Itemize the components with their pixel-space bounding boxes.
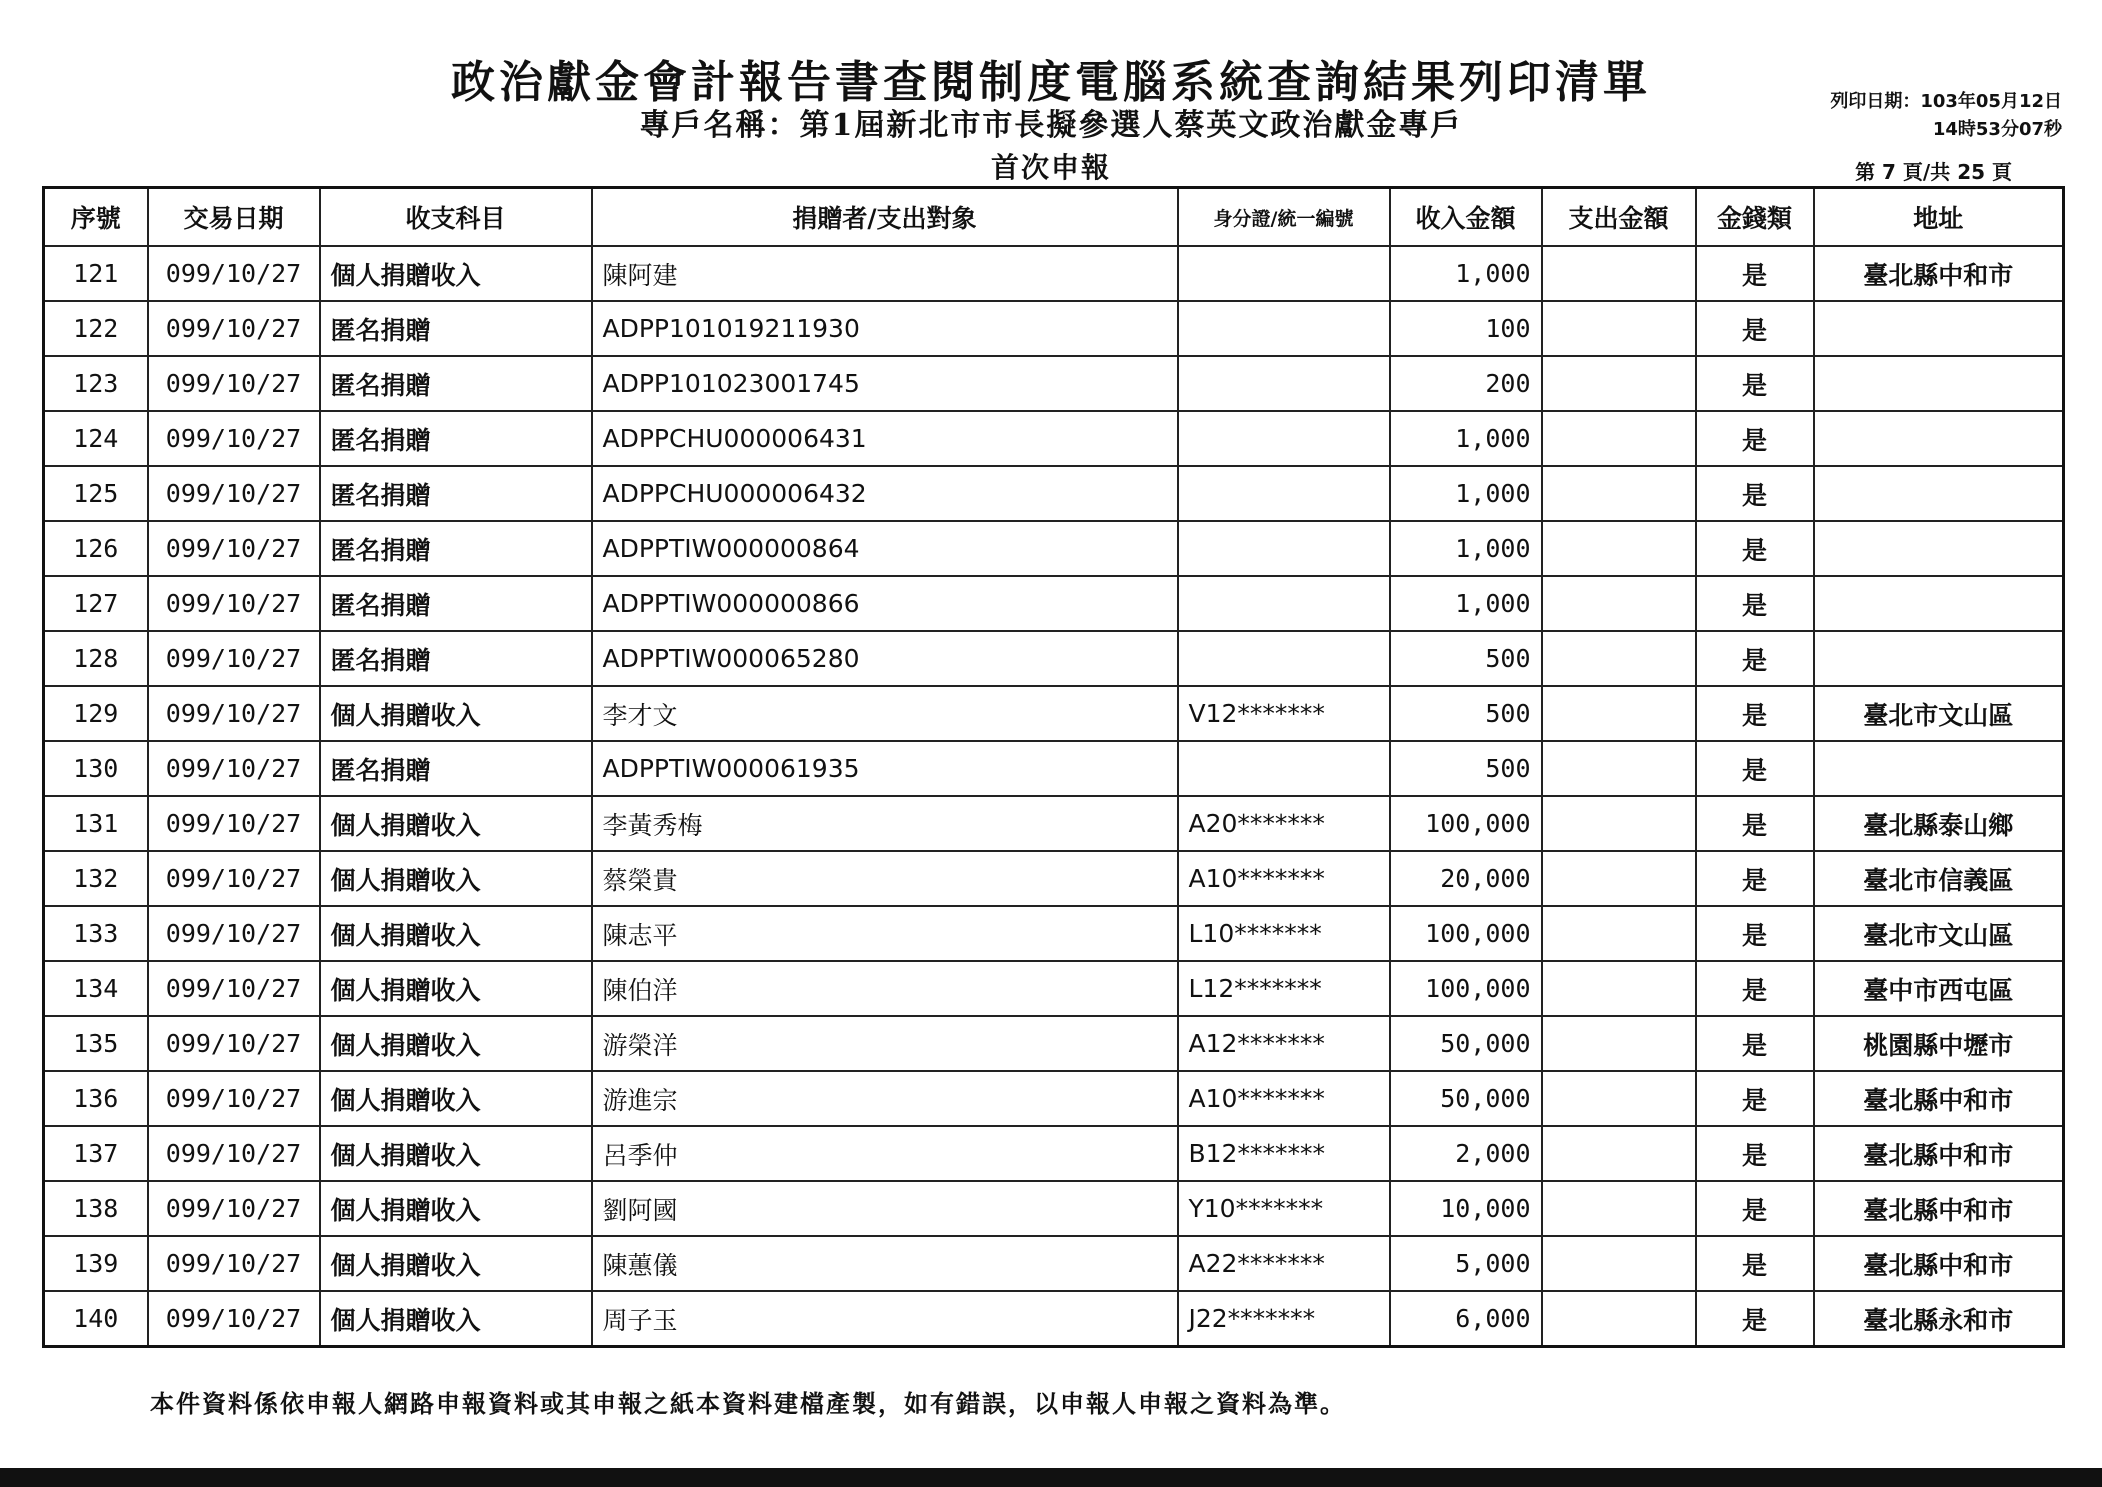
cell-address: 臺北縣中和市 [1814,1181,2064,1236]
cell-income: 100,000 [1390,906,1542,961]
cell-date: 099/10/27 [148,741,320,796]
cell-income: 5,000 [1390,1236,1542,1291]
cell-date: 099/10/27 [148,246,320,301]
cell-date: 099/10/27 [148,1236,320,1291]
cell-address: 臺北市文山區 [1814,686,2064,741]
cell-seq: 134 [44,961,148,1016]
col-header-category: 收支科目 [320,188,592,247]
cell-income: 20,000 [1390,851,1542,906]
cell-id: L10******* [1178,906,1390,961]
cell-seq: 140 [44,1291,148,1347]
print-date-block [1830,88,2062,144]
cell-donor: 游進宗 [592,1071,1178,1126]
col-header-donor: 捐贈者/支出對象 [592,188,1178,247]
cell-address: 臺北縣永和市 [1814,1291,2064,1347]
table-row [44,466,2064,521]
cell-address [1814,356,2064,411]
cell-seq: 123 [44,356,148,411]
report-type: 首次申報 [990,151,1111,184]
cell-cash: 是 [1696,246,1814,301]
cell-cash: 是 [1696,1291,1814,1347]
cell-expense [1542,631,1696,686]
table-row [44,521,2064,576]
table-row [44,301,2064,356]
page-info: 第 7 頁/共 25 頁 [1855,160,2012,184]
cell-id: V12******* [1178,686,1390,741]
cell-address: 臺北市信義區 [1814,851,2064,906]
cell-category: 個人捐贈收入 [320,1291,592,1347]
cell-date: 099/10/27 [148,576,320,631]
cell-id: A10******* [1178,851,1390,906]
cell-cash: 是 [1696,631,1814,686]
cell-seq: 130 [44,741,148,796]
cell-id: Y10******* [1178,1181,1390,1236]
cell-address: 臺北縣中和市 [1814,1236,2064,1291]
cell-address: 臺北市文山區 [1814,906,2064,961]
cell-date: 099/10/27 [148,686,320,741]
cell-address [1814,521,2064,576]
report-title: 政治獻金會計報告書查閱制度電腦系統查詢結果列印清單 [451,57,1651,108]
cell-date: 099/10/27 [148,851,320,906]
cell-category: 匿名捐贈 [320,631,592,686]
cell-donor: ADPPTIW000000864 [592,521,1178,576]
cell-cash: 是 [1696,961,1814,1016]
cell-expense [1542,1016,1696,1071]
table-row [44,1181,2064,1236]
cell-address [1814,411,2064,466]
cell-category: 匿名捐贈 [320,411,592,466]
cell-seq: 122 [44,301,148,356]
cell-id [1178,411,1390,466]
cell-cash: 是 [1696,851,1814,906]
cell-seq: 138 [44,1181,148,1236]
cell-category: 個人捐贈收入 [320,1181,592,1236]
cell-category: 個人捐贈收入 [320,1236,592,1291]
cell-date: 099/10/27 [148,521,320,576]
cell-income: 100,000 [1390,796,1542,851]
cell-category: 個人捐贈收入 [320,851,592,906]
cell-seq: 126 [44,521,148,576]
cell-address [1814,466,2064,521]
cell-category: 匿名捐贈 [320,576,592,631]
cell-cash: 是 [1696,1016,1814,1071]
cell-seq: 125 [44,466,148,521]
print-time: 14時53分07秒 [1932,119,2062,140]
cell-cash: 是 [1696,356,1814,411]
cell-donor: ADPPTIW000065280 [592,631,1178,686]
cell-address: 桃園縣中壢市 [1814,1016,2064,1071]
cell-income: 6,000 [1390,1291,1542,1347]
cell-id: A12******* [1178,1016,1390,1071]
cell-date: 099/10/27 [148,356,320,411]
cell-expense [1542,686,1696,741]
cell-address: 臺北縣中和市 [1814,1126,2064,1181]
cell-expense [1542,246,1696,301]
cell-address [1814,301,2064,356]
cell-donor: 李黃秀梅 [592,796,1178,851]
cell-id [1178,356,1390,411]
cell-income: 2,000 [1390,1126,1542,1181]
cell-cash: 是 [1696,1181,1814,1236]
cell-category: 個人捐贈收入 [320,686,592,741]
cell-date: 099/10/27 [148,796,320,851]
cell-expense [1542,851,1696,906]
cell-seq: 131 [44,796,148,851]
cell-cash: 是 [1696,576,1814,631]
donation-table [42,186,2065,1348]
cell-id [1178,301,1390,356]
cell-id: L12******* [1178,961,1390,1016]
cell-date: 099/10/27 [148,1181,320,1236]
cell-expense [1542,1071,1696,1126]
table-row [44,961,2064,1016]
cell-donor: 陳蕙儀 [592,1236,1178,1291]
cell-income: 500 [1390,631,1542,686]
cell-expense [1542,411,1696,466]
cell-cash: 是 [1696,521,1814,576]
cell-date: 099/10/27 [148,961,320,1016]
cell-id: B12******* [1178,1126,1390,1181]
cell-seq: 137 [44,1126,148,1181]
cell-id: J22******* [1178,1291,1390,1347]
col-header-address: 地址 [1814,188,2064,247]
cell-date: 099/10/27 [148,1071,320,1126]
table-header-row [44,188,2064,247]
cell-seq: 127 [44,576,148,631]
cell-income: 100 [1390,301,1542,356]
cell-income: 10,000 [1390,1181,1542,1236]
footnote: 本件資料係依申報人網路申報資料或其申報之紙本資料建檔產製，如有錯誤，以申報人申報之資料為準。 [150,1389,1346,1418]
cell-income: 200 [1390,356,1542,411]
cell-donor: ADPP101019211930 [592,301,1178,356]
cell-expense [1542,301,1696,356]
cell-date: 099/10/27 [148,466,320,521]
cell-income: 1,000 [1390,576,1542,631]
cell-id [1178,576,1390,631]
cell-cash: 是 [1696,466,1814,521]
cell-id: A20******* [1178,796,1390,851]
cell-category: 個人捐贈收入 [320,906,592,961]
cell-date: 099/10/27 [148,1126,320,1181]
cell-expense [1542,1291,1696,1347]
cell-date: 099/10/27 [148,631,320,686]
bottom-scan-edge [0,1468,2102,1487]
cell-cash: 是 [1696,796,1814,851]
cell-expense [1542,466,1696,521]
cell-seq: 129 [44,686,148,741]
cell-donor: 游榮洋 [592,1016,1178,1071]
cell-expense [1542,356,1696,411]
cell-income: 100,000 [1390,961,1542,1016]
table-body [44,246,2064,1347]
cell-id [1178,741,1390,796]
cell-id: A22******* [1178,1236,1390,1291]
cell-id [1178,466,1390,521]
cell-cash: 是 [1696,1071,1814,1126]
cell-date: 099/10/27 [148,1291,320,1347]
col-header-seq: 序號 [44,188,148,247]
cell-seq: 124 [44,411,148,466]
print-date: 列印日期：103年05月12日 [1830,91,2062,112]
table-row [44,1291,2064,1347]
cell-expense [1542,741,1696,796]
cell-cash: 是 [1696,301,1814,356]
cell-expense [1542,576,1696,631]
table-row [44,246,2064,301]
table-row [44,1126,2064,1181]
cell-cash: 是 [1696,906,1814,961]
cell-cash: 是 [1696,686,1814,741]
col-header-id: 身分證/統一編號 [1178,188,1390,247]
cell-seq: 121 [44,246,148,301]
cell-donor: 周子玉 [592,1291,1178,1347]
table-row [44,1071,2064,1126]
cell-expense [1542,796,1696,851]
cell-seq: 135 [44,1016,148,1071]
cell-income: 500 [1390,741,1542,796]
cell-seq: 136 [44,1071,148,1126]
cell-seq: 139 [44,1236,148,1291]
cell-address: 臺中市西屯區 [1814,961,2064,1016]
cell-category: 匿名捐贈 [320,356,592,411]
cell-donor: ADPPTIW000000866 [592,576,1178,631]
cell-donor: 陳伯洋 [592,961,1178,1016]
cell-date: 099/10/27 [148,906,320,961]
cell-cash: 是 [1696,1236,1814,1291]
cell-seq: 128 [44,631,148,686]
cell-seq: 133 [44,906,148,961]
cell-category: 匿名捐贈 [320,466,592,521]
cell-address: 臺北縣中和市 [1814,246,2064,301]
table-row [44,796,2064,851]
cell-address: 臺北縣泰山鄉 [1814,796,2064,851]
cell-seq: 132 [44,851,148,906]
cell-expense [1542,1126,1696,1181]
cell-donor: 李才文 [592,686,1178,741]
table-row [44,686,2064,741]
cell-category: 個人捐贈收入 [320,1071,592,1126]
cell-id [1178,521,1390,576]
cell-category: 個人捐贈收入 [320,1126,592,1181]
table-row [44,1236,2064,1291]
cell-category: 個人捐贈收入 [320,796,592,851]
table-row [44,851,2064,906]
cell-date: 099/10/27 [148,411,320,466]
table-row [44,741,2064,796]
cell-category: 個人捐贈收入 [320,1016,592,1071]
cell-id [1178,631,1390,686]
cell-address [1814,631,2064,686]
cell-donor: ADPPCHU000006431 [592,411,1178,466]
cell-cash: 是 [1696,1126,1814,1181]
cell-donor: 陳阿建 [592,246,1178,301]
cell-donor: ADPPTIW000061935 [592,741,1178,796]
cell-donor: ADPPCHU000006432 [592,466,1178,521]
cell-expense [1542,521,1696,576]
cell-category: 匿名捐贈 [320,741,592,796]
cell-address: 臺北縣中和市 [1814,1071,2064,1126]
cell-date: 099/10/27 [148,1016,320,1071]
cell-id: A10******* [1178,1071,1390,1126]
cell-address [1814,741,2064,796]
table-row [44,411,2064,466]
cell-donor: 蔡榮貴 [592,851,1178,906]
cell-income: 50,000 [1390,1016,1542,1071]
col-header-cash: 金錢類 [1696,188,1814,247]
cell-income: 1,000 [1390,521,1542,576]
account-name: 專戶名稱：第1屆新北市市長擬參選人蔡英文政治獻金專戶 [639,108,1463,143]
col-header-expense: 支出金額 [1542,188,1696,247]
cell-cash: 是 [1696,741,1814,796]
cell-category: 個人捐贈收入 [320,246,592,301]
cell-address [1814,576,2064,631]
cell-donor: 呂季仲 [592,1126,1178,1181]
cell-income: 1,000 [1390,466,1542,521]
cell-expense [1542,906,1696,961]
cell-date: 099/10/27 [148,301,320,356]
col-header-date: 交易日期 [148,188,320,247]
cell-donor: 劉阿國 [592,1181,1178,1236]
cell-income: 50,000 [1390,1071,1542,1126]
cell-income: 1,000 [1390,411,1542,466]
cell-expense [1542,961,1696,1016]
cell-id [1178,246,1390,301]
cell-category: 匿名捐贈 [320,301,592,356]
cell-income: 1,000 [1390,246,1542,301]
cell-expense [1542,1236,1696,1291]
table-row [44,631,2064,686]
cell-cash: 是 [1696,411,1814,466]
cell-category: 個人捐贈收入 [320,961,592,1016]
table-row [44,1016,2064,1071]
cell-category: 匿名捐贈 [320,521,592,576]
cell-income: 500 [1390,686,1542,741]
table-row [44,576,2064,631]
cell-donor: ADPP101023001745 [592,356,1178,411]
table-row [44,356,2064,411]
col-header-income: 收入金額 [1390,188,1542,247]
table-row [44,906,2064,961]
cell-expense [1542,1181,1696,1236]
cell-donor: 陳志平 [592,906,1178,961]
